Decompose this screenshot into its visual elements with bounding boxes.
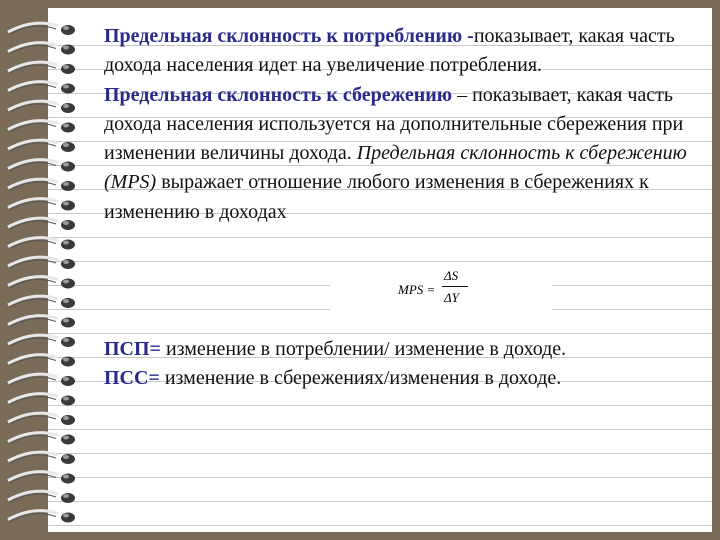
binding-ring bbox=[8, 511, 75, 523]
binding-ring bbox=[8, 62, 75, 74]
binding-ring bbox=[8, 296, 75, 308]
binding-ring bbox=[8, 452, 75, 464]
term-mps: Предельная склонность к сбережению bbox=[104, 83, 453, 106]
binding-ring bbox=[8, 277, 75, 289]
binding-ring bbox=[8, 43, 75, 55]
rule-psp bbox=[104, 335, 696, 364]
formula-numerator: ΔS bbox=[444, 268, 459, 283]
rule-pss-text: изменение в сбережениях/изменения в доходе. bbox=[159, 367, 562, 390]
dash: – bbox=[452, 83, 473, 106]
paragraph-mpc bbox=[104, 22, 696, 81]
binding-ring bbox=[8, 199, 75, 211]
rule-pss-abbr: ПСС= bbox=[104, 367, 160, 390]
mps-formula bbox=[398, 268, 488, 314]
binding-ring bbox=[8, 101, 75, 113]
binding-ring bbox=[8, 316, 75, 328]
rule-pss bbox=[104, 364, 696, 393]
binding-ring bbox=[8, 238, 75, 250]
mps-definition-2: выражает отношение любого изменения в сбережениях к изменению в доходах bbox=[104, 171, 649, 223]
formula-denominator: ΔY bbox=[444, 290, 459, 305]
binding-ring bbox=[8, 140, 75, 152]
binding-ring bbox=[8, 472, 75, 484]
spiral-binding bbox=[6, 18, 80, 528]
binding-ring bbox=[8, 374, 75, 386]
binding-ring bbox=[8, 433, 75, 445]
binding-ring bbox=[8, 394, 75, 406]
mps-definition: показывает, какая часть дохода населения используется на дополнительные сбережения при изменении величины дохода. bbox=[104, 83, 684, 165]
binding-ring bbox=[8, 160, 75, 172]
rule-psp-abbr: ПСП= bbox=[104, 338, 161, 360]
binding-ring bbox=[8, 121, 75, 133]
term-mpc: Предельная склонность к потреблению bbox=[104, 25, 463, 47]
mps-italic: Предельная склонность к сбережению (MPS) bbox=[104, 142, 687, 194]
binding-ring bbox=[8, 82, 75, 94]
rules-block bbox=[104, 335, 696, 394]
binding-ring bbox=[8, 23, 75, 35]
mpc-definition: показывает, какая часть дохода населения идет на увеличение потребления. bbox=[104, 25, 675, 77]
formula-lhs: MPS = bbox=[398, 282, 436, 297]
binding-ring bbox=[8, 257, 75, 269]
text-block bbox=[104, 22, 696, 227]
binding-ring bbox=[8, 335, 75, 347]
binding-ring bbox=[8, 491, 75, 503]
paragraph-mps bbox=[104, 81, 696, 227]
rule-psp-text: изменение в потреблении/ изменение в доходе. bbox=[160, 338, 567, 360]
binding-ring bbox=[8, 179, 75, 191]
fraction-bar bbox=[442, 286, 468, 287]
dash: - bbox=[462, 25, 474, 47]
binding-ring bbox=[8, 413, 75, 425]
binding-ring bbox=[8, 218, 75, 230]
binding-ring bbox=[8, 355, 75, 367]
